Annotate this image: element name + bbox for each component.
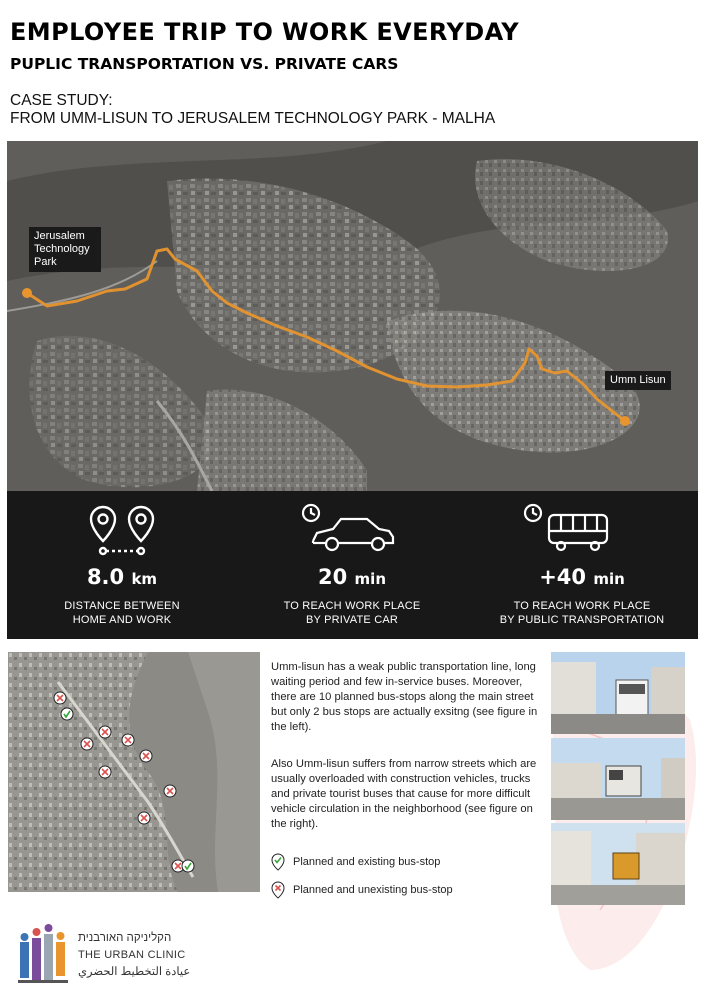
urban-clinic-logo-icon xyxy=(18,922,74,988)
bus-stop-map xyxy=(8,652,260,892)
end-point-marker xyxy=(620,416,630,426)
street-photo-3 xyxy=(551,823,685,905)
car-icon xyxy=(237,501,467,559)
distance-description: DISTANCE BETWEEN HOME AND WORK xyxy=(64,600,180,626)
description-paragraph-1: Umm-lisun has a weak public transportation line, long waiting period and few in-service buses. Moreover, there are 10 planned bus-stops along the main street but only 2 bus stops are actually exsitng (see figure in the left). xyxy=(271,661,538,733)
logo-english-text: THE URBAN CLINIC xyxy=(78,949,186,961)
case-study-label: CASE STUDY: xyxy=(10,92,113,109)
route-map xyxy=(7,141,698,639)
urban-clinic-logo xyxy=(18,922,258,988)
description-paragraph-2: Also Umm-lisun suffers from narrow streets which are usually overloaded with construction vehicles, trucks and private tourist buses that cause for more difficult vehicle circulation in the neighborhood (see figure on the right). xyxy=(271,758,537,830)
case-study-route: FROM UMM-LISUN TO JERUSALEM TECHNOLOGY PARK - MALHA xyxy=(10,110,496,127)
start-label: Jerusalem Technology Park xyxy=(29,227,101,272)
end-label: Umm Lisun xyxy=(605,371,671,390)
existing-bus-stop-icon xyxy=(271,853,285,871)
bus-icon xyxy=(467,501,697,559)
stats-bar xyxy=(7,491,698,639)
start-point-marker xyxy=(22,288,32,298)
car-time-value: 20 min xyxy=(318,565,386,589)
legend-unexisting-label: Planned and unexisting bus-stop xyxy=(293,884,453,896)
street-photo-1-image xyxy=(551,652,685,734)
page-subtitle: PUPLIC TRANSPORTATION VS. PRIVATE CARS xyxy=(10,55,399,73)
stat-bus xyxy=(467,491,697,639)
legend-unexisting xyxy=(271,881,453,899)
street-photo-2-image xyxy=(551,738,685,820)
car-time-description: TO REACH WORK PLACE BY PRIVATE CAR xyxy=(283,600,421,626)
street-photo-1 xyxy=(551,652,685,734)
legend-existing-label: Planned and existing bus-stop xyxy=(293,856,441,868)
bus-time-description: TO REACH WORK PLACE BY PUBLIC TRANSPORTATION xyxy=(499,600,665,626)
stat-distance xyxy=(7,491,237,639)
unexisting-bus-stop-icon xyxy=(271,881,285,899)
logo-hebrew-text: הקליניקה האורבנית xyxy=(78,932,172,944)
distance-value: 8.0 km xyxy=(86,565,158,589)
page-title: EMPLOYEE TRIP TO WORK EVERYDAY xyxy=(10,18,520,46)
location-pins-icon xyxy=(7,501,237,559)
stat-car xyxy=(237,491,467,639)
legend-existing xyxy=(271,853,440,871)
logo-arabic-text: عيادة التخطيط الحضري xyxy=(78,966,191,978)
street-photo-3-image xyxy=(551,823,685,905)
bus-time-value: +40 min xyxy=(539,565,625,589)
bus-stop-aerial-image xyxy=(8,652,260,892)
street-photo-2 xyxy=(551,738,685,820)
